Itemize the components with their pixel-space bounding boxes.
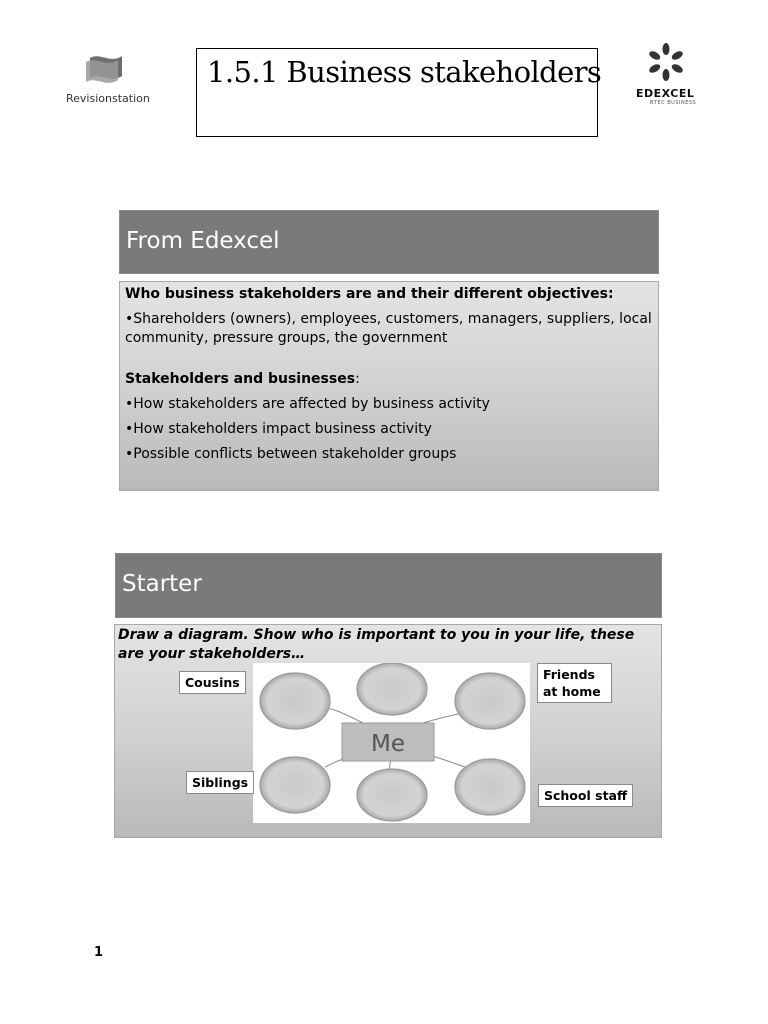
list-item: •Possible conflicts between stakeholder groups (125, 446, 457, 462)
list-item: •How stakeholders impact business activity (125, 421, 432, 437)
slide1-body (119, 281, 659, 491)
stakeholder-diagram (253, 663, 530, 823)
label-friends-at-home: Friends at home (537, 663, 612, 703)
stakeholder-circle (260, 757, 330, 813)
objectives-heading: Who business stakeholders are and their different objectives: (125, 286, 614, 302)
slide2-header: Starter (115, 553, 662, 618)
label-school-staff: School staff (538, 784, 633, 807)
edexcel-emblem-icon (628, 40, 704, 86)
stakeholder-circle (357, 663, 427, 715)
slide1-header: From Edexcel (119, 210, 659, 274)
stakeholder-circle (357, 769, 427, 821)
list-item: •How stakeholders are affected by business activity (125, 396, 490, 412)
stakeholder-circle (455, 759, 525, 815)
logo-brand: EDEXCEL (636, 87, 695, 100)
page-title: 1.5.1 Business stakeholders (207, 55, 602, 89)
page-number: 1 (94, 945, 104, 960)
section-heading-line (125, 370, 653, 389)
starter-instruction: Draw a diagram. Show who is important to you in your life, these are your stakeholders… (118, 627, 635, 662)
objectives-bullet: •Shareholders (owners), employees, customers, managers, suppliers, local community, pressure groups, the government (125, 311, 652, 346)
logo-caption: Revisionstation (66, 92, 150, 105)
logo-brand-sub: BTEC BUSINESS (650, 100, 697, 106)
center-label: Me (371, 731, 405, 757)
label-siblings: Siblings (186, 771, 254, 794)
label-cousins: Cousins (179, 671, 246, 694)
edexcel-logo (628, 40, 704, 110)
revisionstation-logo (62, 50, 152, 110)
section-heading: Stakeholders and businesses (125, 371, 356, 387)
flag-logo-icon (82, 50, 132, 90)
stakeholder-circle (260, 673, 330, 729)
section-colon: : (355, 371, 360, 387)
title-box (196, 48, 602, 137)
stakeholder-circle (455, 673, 525, 729)
